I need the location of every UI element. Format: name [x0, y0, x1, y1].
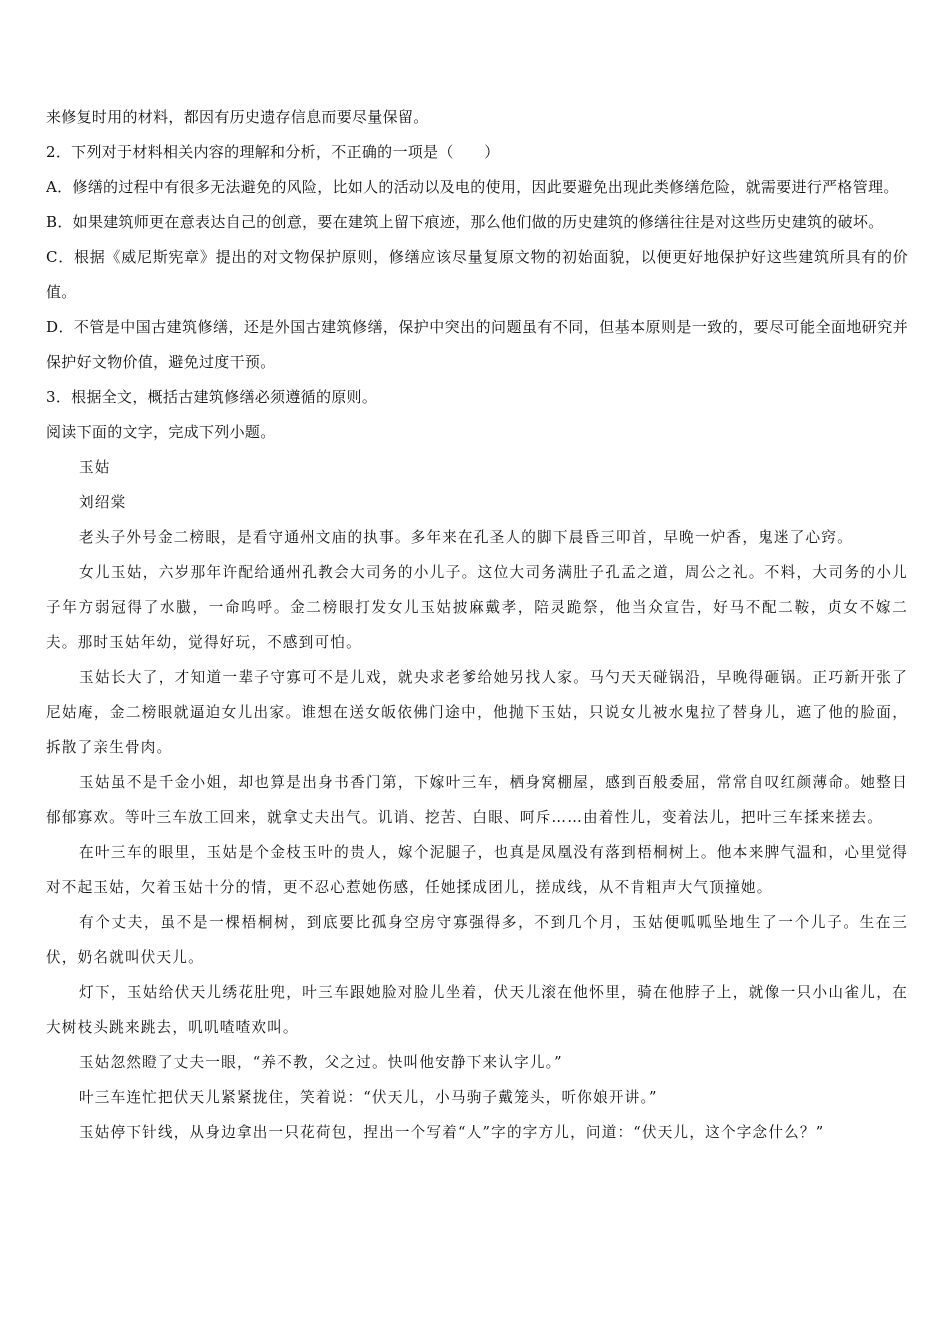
- question-2-stem: 2．下列对于材料相关内容的理解和分析，不正确的一项是（ ）: [46, 143, 500, 161]
- question-2-option-b: B．如果建筑师更在意表达自己的创意，要在建筑上留下痕迹，那么他们做的历史建筑的修缮往往是对这些历史建筑的破坏。: [46, 213, 884, 231]
- story-paragraph: 在叶三车的眼里，玉姑是个金枝玉叶的贵人，嫁个泥腿子，也真是凤凰没有落到梧桐树上。他本来脾气温和，心里觉得对不起玉姑，欠着玉姑十分的情，更不忍心惹她伤感，任她揉成团儿，搓成线，从不肯粗声大气顶撞她。: [46, 844, 908, 896]
- story-paragraph: 玉姑虽不是千金小姐，却也算是出身书香门第，下嫁叶三车，栖身窝棚屋，感到百般委屈，常常自叹红颜薄命。她整日郁郁寡欢。等叶三车放工回来，就拿丈夫出气。讥诮、挖苦、白眼、呵斥……由着性儿，变着法儿，把叶三车揉来搓去。: [46, 774, 908, 826]
- story-paragraph: 女儿玉姑，六岁那年许配给通州孔教会大司务的小儿子。这位大司务满肚子孔孟之道，周公之礼。不料，大司务的小儿子年方弱冠得了水臌，一命呜呼。金二榜眼打发女儿玉姑披麻戴孝，陪灵跪祭，他当众宣告，好马不配二鞍，贞女不嫁二夫。那时玉姑年幼，觉得好玩，不感到可怕。: [46, 564, 908, 651]
- intro-tail-paragraph: 来修复时用的材料，都因有历史遗存信息而要尽量保留。: [46, 108, 429, 126]
- story-title: 玉姑: [79, 459, 111, 476]
- reading-instruction: 阅读下面的文字，完成下列小题。: [46, 423, 276, 441]
- story-paragraph: 玉姑长大了，才知道一辈子守寡可不是儿戏，就央求老爹给她另找人家。马勺天天碰锅沿，早晚得砸锅。正巧新开张了尼姑庵，金二榜眼就逼迫女儿出家。谁想在送女皈依佛门途中，他抛下玉姑，只说女儿被水鬼拉了替身儿，遮了他的脸面，拆散了亲生骨肉。: [46, 669, 908, 756]
- story-paragraph: 玉姑停下针线，从身边拿出一只花荷包，捏出一个写着“人”字的字方儿，问道：“伏天儿，这个字念什么？”: [79, 1124, 825, 1141]
- story-paragraph: 老头子外号金二榜眼，是看守通州文庙的执事。多年来在孔圣人的脚下晨昏三叩首，早晚一炉香，鬼迷了心窍。: [79, 529, 853, 546]
- story-paragraph: 灯下，玉姑给伏天儿绣花肚兜，叶三车跟她脸对脸儿坐着，伏天儿滚在他怀里，骑在他脖子上，就像一只小山雀儿，在大树枝头跳来跳去，叽叽喳喳欢叫。: [46, 984, 908, 1036]
- story-paragraph: 玉姑忽然瞪了丈夫一眼，“养不教，父之过。快叫他安静下来认字儿。”: [79, 1054, 563, 1071]
- question-2-option-c: C．根据《威尼斯宪章》提出的对文物保护原则，修缮应该尽量复原文物的初始面貌，以便更好地保护好这些建筑所具有的价值。: [46, 248, 908, 301]
- story-author: 刘绍棠: [79, 494, 127, 511]
- story-paragraph: 有个丈夫，虽不是一棵梧桐树，到底要比孤身空房守寡强得多，不到几个月，玉姑便呱呱坠地生了一个儿子。生在三伏，奶名就叫伏天儿。: [46, 914, 908, 966]
- question-2-option-a: A．修缮的过程中有很多无法避免的风险，比如人的活动以及电的使用，因此要避免出现此类修缮危险，就需要进行严格管理。: [46, 178, 899, 196]
- question-2-option-d: D．不管是中国古建筑修缮，还是外国古建筑修缮，保护中突出的问题虽有不同，但基本原则是一致的，要尽可能全面地研究并保护好文物价值，避免过度干预。: [46, 318, 908, 371]
- document-body: [46, 100, 908, 1150]
- question-3: 3．根据全文，概括古建筑修缮必须遵循的原则。: [46, 388, 378, 406]
- story-paragraph: 叶三车连忙把伏天儿紧紧拢住，笑着说：“伏天儿，小马驹子戴笼头，听你娘开讲。”: [79, 1089, 658, 1106]
